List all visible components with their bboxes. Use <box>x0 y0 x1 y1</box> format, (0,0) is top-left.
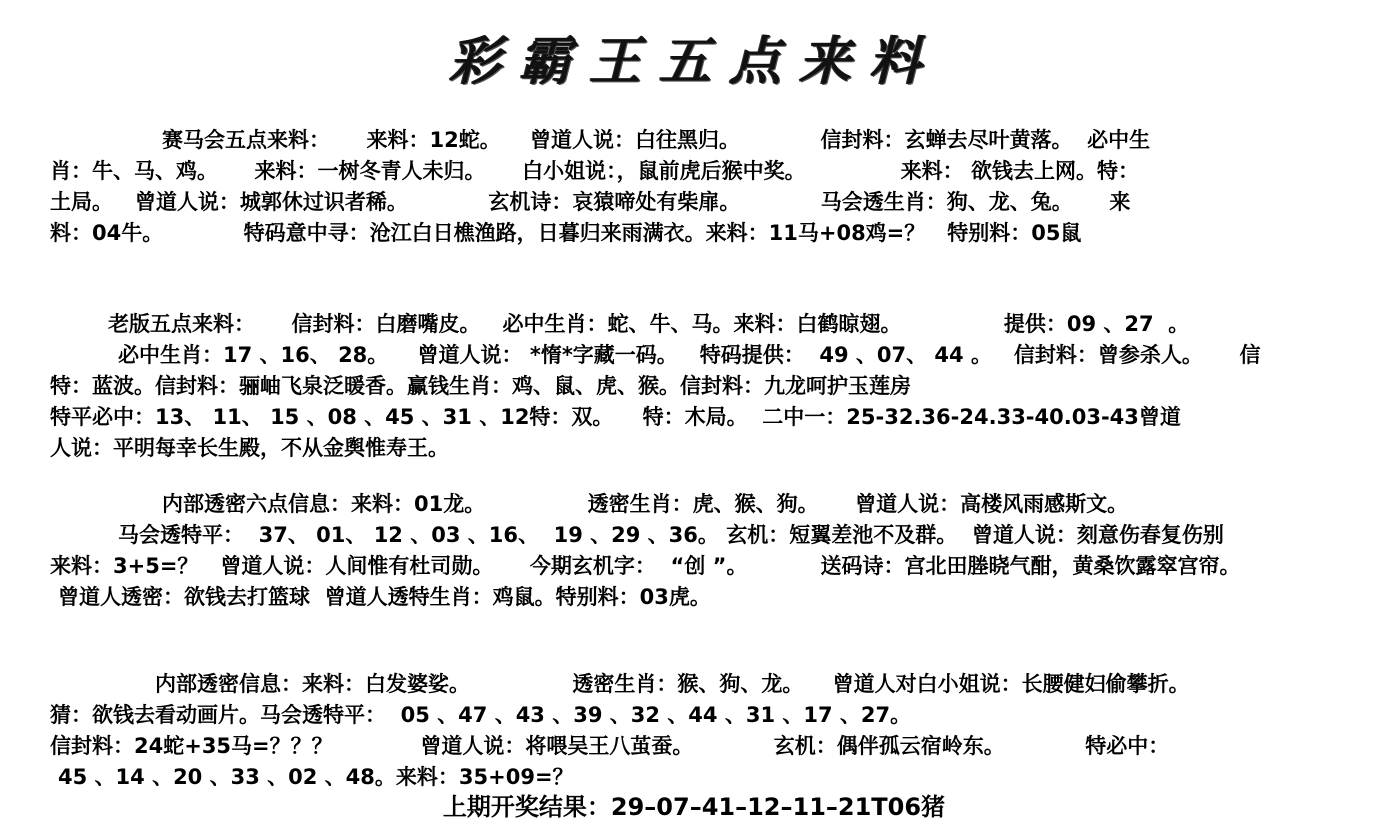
text-line: 曾道人透密：欲钱去打篮球 曾道人透特生肖：鸡鼠。特别料：03虎。 <box>58 585 711 609</box>
text-line: 内部透密六点信息：来料：01龙。 透密生肖：虎、猴、狗。 曾道人说：高楼风雨感斯文。 <box>162 492 1129 516</box>
text-line: 赛马会五点来料： 来料：12蛇。 曾道人说：白往黑归。 信封料：玄蝉去尽叶黄落。 必中生 <box>162 128 1151 152</box>
page-title: 彩霸王五点来料 <box>448 31 939 92</box>
text-line: 马会透特平： 37、 01、 12 、03 、16、 19 、29 、36。 玄机：短翼差池不及群。 曾道人说：刻意伤春复伤别 <box>118 523 1224 547</box>
text-line: 老版五点来料： 信封料：白磨嘴皮。 必中生肖：蛇、牛、马。来料：白鹤晾翅。 提供：09 、27 。 <box>108 312 1190 336</box>
text-line: 肖：牛、马、鸡。 来料：一树冬青人未归。 白小姐说：，鼠前虎后猴中奖。 来料： 欲钱去上网。特： <box>50 159 1139 183</box>
text-line: 45 、14 、20 、33 、02 、48。来料：35+09=？ <box>58 765 574 789</box>
text-line: 料：04牛。 特码意中寻：沧江白日樵渔路，日暮归来雨满衣。来料：11马+08鸡=？ 特别料：05鼠 <box>50 221 1082 245</box>
text-line: 内部透密信息：来料：白发婆娑。 透密生肖：猴、狗、龙。 曾道人对白小姐说：长腰健妇偷攀折。 <box>155 672 1190 696</box>
text-line: 来料：3+5=？ 曾道人说：人间惟有杜司勋。 今期玄机字： “创 ”。 送码诗：宫北田塍晓气酣，黄桑饮露窣宫帘。 <box>50 554 1241 578</box>
text-line: 必中生肖：17 、16、 28。 曾道人说： *惰*字藏一码。 特码提供： 49 、07、 44 。 信封料：曾参杀人。 信 <box>118 343 1261 367</box>
text-line: 土局。 曾道人说：城郭休过识者稀。 玄机诗：哀猿啼处有柴扉。 马会透生肖：狗、龙、兔。 来 <box>50 190 1131 214</box>
text-line: 信封料：24蛇+35马=？？？ 曾道人说：将喂吴王八茧蚕。 玄机：偶伴孤云宿岭东。 特必中： <box>50 734 1170 758</box>
last-draw-result: 上期开奖结果：29–07–41–12–11–21T06猪 <box>442 793 946 821</box>
text-line: 人说：平明每幸长生殿，不从金舆惟寿王。 <box>50 436 449 460</box>
text-line: 特：蓝波。信封料：骊岫飞泉泛暖香。赢钱生肖：鸡、鼠、虎、猴。信封料：九龙呵护玉莲房 <box>50 374 911 398</box>
text-line: 猜：欲钱去看动画片。马会透特平： 05 、47 、43 、39 、32 、44 、31 、17 、27。 <box>50 703 912 727</box>
text-line: 特平必中：13、 11、 15 、08 、45 、31 、12特：双。 特：木局。 二中一：25-32.36-24.33-40.03-43曾道 <box>50 405 1181 429</box>
